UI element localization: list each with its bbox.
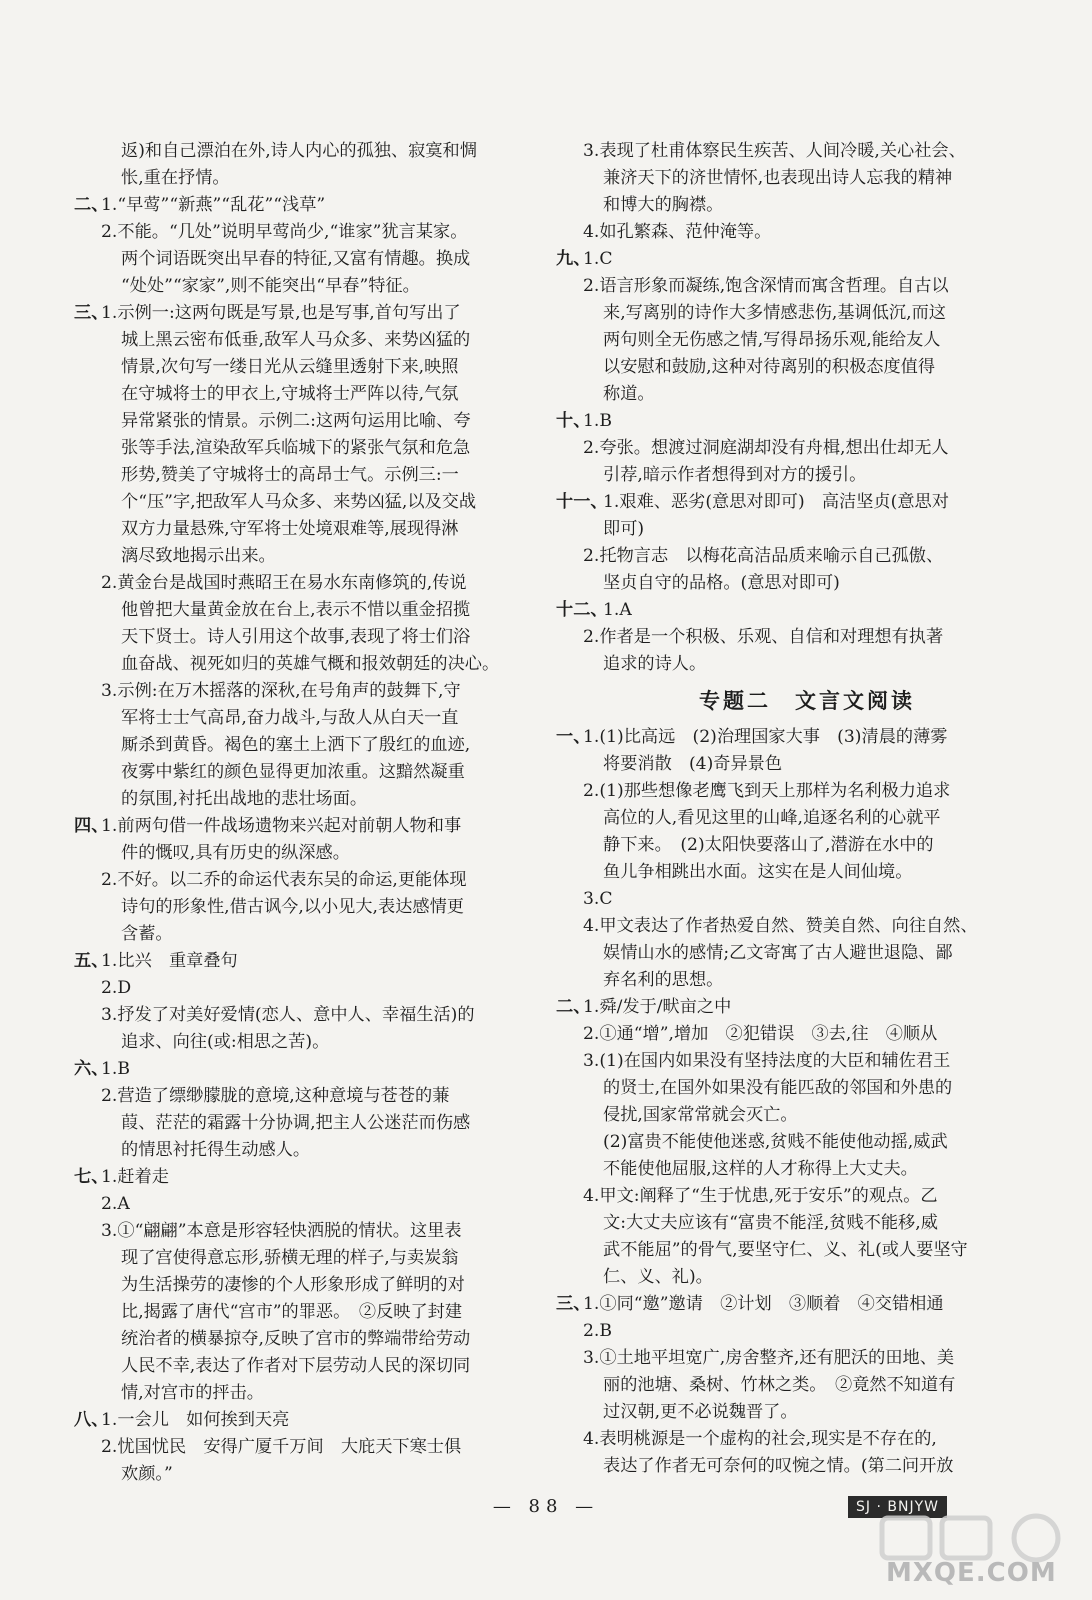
answer-line (74, 543, 540, 570)
answer-text: 文:大丈夫应该有“富贵不能淫,贫贱不能移,威 (603, 1213, 938, 1233)
answer-line (556, 967, 1018, 994)
answer-line (556, 1129, 1018, 1156)
question-number: 五、 (74, 951, 109, 971)
answer-line (74, 138, 540, 165)
answer-text: 4.甲文:阐释了“生于忧患,死于安乐”的观点。乙 (583, 1186, 938, 1206)
answer-text: 2.B (583, 1321, 613, 1341)
answer-line (74, 1272, 540, 1299)
answer-line (556, 832, 1018, 859)
answer-line (74, 867, 540, 894)
answer-text: 1.C (583, 249, 613, 269)
answer-line (556, 516, 1018, 543)
answer-text: 2.忧国忧民 安得广厦千万间 大庇天下寒士俱 (101, 1437, 462, 1457)
answer-text: 2.语言形象而凝练,饱含深情而寓含哲理。自古以 (583, 276, 949, 296)
answer-line (74, 732, 540, 759)
answer-text: 怅,重在抒情。 (121, 168, 230, 188)
answer-line (74, 1056, 540, 1083)
answer-line (74, 1407, 540, 1434)
answer-text: (2)富贵不能使他迷惑,贫贱不能使他动摇,威武 (603, 1132, 948, 1152)
answer-line (74, 1299, 540, 1326)
answer-text: 追求、向往(或:相思之苦)。 (121, 1032, 330, 1052)
answer-line (556, 327, 1018, 354)
answer-text: 在守城将士的甲衣上,守城将士严阵以待,气氛 (121, 384, 459, 404)
answer-text: 厮杀到黄昏。褐色的塞土上洒下了殷红的血迹, (121, 735, 471, 755)
answer-line (74, 1083, 540, 1110)
answer-text: 侵扰,国家常常就会灭亡。 (603, 1105, 798, 1125)
answer-line (556, 138, 1018, 165)
question-number: 六、 (74, 1059, 109, 1079)
answer-line (556, 1345, 1018, 1372)
answer-text: 形势,赞美了守城将士的高昂士气。示例三:一 (121, 465, 459, 485)
answer-text: 表达了作者无可奈何的叹惋之情。(第二问开放 (603, 1456, 954, 1476)
answer-line (556, 1156, 1018, 1183)
answer-line (74, 489, 540, 516)
answer-line (74, 651, 540, 678)
answer-line (74, 327, 540, 354)
answer-text: 武不能屈”的骨气,要坚守仁、义、礼(或人要坚守 (603, 1240, 968, 1260)
answer-line (556, 192, 1018, 219)
answer-line (556, 1453, 1018, 1480)
answer-line (74, 705, 540, 732)
answer-line (556, 913, 1018, 940)
answer-text: 不能使他屈服,这样的人才称得上大丈夫。 (603, 1159, 918, 1179)
answer-line (556, 165, 1018, 192)
answer-line (556, 435, 1018, 462)
answer-text: 2.A (101, 1194, 130, 1214)
answer-text: 他曾把大量黄金放在台上,表示不惜以重金招揽 (121, 600, 471, 620)
answer-text: 张等手法,渲染敌军兵临城下的紧张气氛和危急 (121, 438, 471, 458)
answer-text: 两个词语既突出早春的特征,又富有情趣。换成 (121, 249, 471, 269)
answer-line (74, 1218, 540, 1245)
answer-line (74, 1434, 540, 1461)
answer-line (74, 1326, 540, 1353)
answer-line (556, 570, 1018, 597)
answer-line (556, 1075, 1018, 1102)
answer-text: 3.(1)在国内如果没有坚持法度的大臣和辅佐君王 (583, 1051, 951, 1071)
answer-text: 2.D (101, 978, 132, 998)
answer-line (74, 1137, 540, 1164)
answer-line (556, 300, 1018, 327)
answer-text: 个“压”字,把敌军人马众多、来势凶猛,以及交战 (121, 492, 477, 512)
answer-text: 1.示例一:这两句既是写景,也是写事,首句写出了 (101, 303, 461, 323)
answer-line (556, 651, 1018, 678)
answer-text: 1.“早莺”“新燕”“乱花”“浅草” (101, 195, 326, 215)
answer-line (74, 894, 540, 921)
answer-text: 1.比兴 重章叠句 (101, 951, 238, 971)
question-number: 十一、 (556, 492, 608, 512)
answer-line (74, 219, 540, 246)
answer-text: 夜雾中紫红的颜色显得更加浓重。这黯然凝重 (121, 762, 465, 782)
answer-text: 含蓄。 (121, 924, 173, 944)
answer-line (74, 381, 540, 408)
question-number: 三、 (556, 1294, 591, 1314)
answer-line (556, 1399, 1018, 1426)
page-number: — 88 — (492, 1496, 600, 1517)
answer-text: 1.前两句借一件战场遗物来兴起对前朝人物和事 (101, 816, 462, 836)
answer-text: 1.B (583, 411, 613, 431)
answer-text: 诗句的形象性,借古讽今,以小见大,表达感情更 (121, 897, 464, 917)
answer-line (556, 354, 1018, 381)
answer-line (74, 1191, 540, 1218)
answer-line (74, 813, 540, 840)
answer-text: 血奋战、视死如归的英雄气概和报效朝廷的决心。 (121, 654, 500, 674)
answer-text: 1.A (603, 600, 632, 620)
answer-text: 1.①同“邀”邀请 ②计划 ③顺着 ④交错相通 (583, 1294, 944, 1314)
answer-text: 兼济天下的济世情怀,也表现出诗人忘我的精神 (603, 168, 953, 188)
answer-line (556, 940, 1018, 967)
answer-text: 3.C (583, 889, 613, 909)
question-number: 八、 (74, 1410, 109, 1430)
answer-line (74, 597, 540, 624)
answer-text: 娱情山水的感情;乙文寄寓了古人避世退隐、鄙 (603, 943, 953, 963)
answer-line (556, 381, 1018, 408)
answer-line (556, 1021, 1018, 1048)
answer-text: 3.①“翩翩”本意是形容轻快洒脱的情状。这里表 (101, 1221, 462, 1241)
answer-line (556, 1372, 1018, 1399)
answer-text: 两句则全无伤感之情,写得昂扬乐观,能给友人 (603, 330, 941, 350)
answer-text: 引荐,暗示作者想得到对方的援引。 (603, 465, 867, 485)
answer-line (74, 678, 540, 705)
answer-text: 2.夸张。想渡过洞庭湖却没有舟楫,想出仕却无人 (583, 438, 949, 458)
left-column (74, 138, 540, 1488)
answer-text: 人民不幸,表达了作者对下层劳动人民的深切同 (121, 1356, 471, 1376)
answer-line (74, 786, 540, 813)
answer-text: 坚贞自守的品格。(意思对即可) (603, 573, 840, 593)
answer-line (556, 1102, 1018, 1129)
answer-text: 的情思衬托得生动感人。 (121, 1140, 311, 1160)
question-number: 七、 (74, 1167, 109, 1187)
answer-text: 1.一会儿 如何挨到天亮 (101, 1410, 290, 1430)
answer-line (556, 408, 1018, 435)
section-heading: 专题二 文言文阅读 (699, 688, 915, 713)
answer-text: 2.作者是一个积极、乐观、自信和对理想有执著 (583, 627, 944, 647)
answer-text: 3.①土地平坦宽广,房舍整齐,还有肥沃的田地、美 (583, 1348, 955, 1368)
question-number: 四、 (74, 816, 109, 836)
answer-line (74, 570, 540, 597)
answer-line (556, 1183, 1018, 1210)
answer-line (74, 273, 540, 300)
answer-line (556, 994, 1018, 1021)
answer-text: 称道。 (603, 384, 655, 404)
answer-line (556, 489, 1018, 516)
answer-line (74, 1110, 540, 1137)
answer-line (556, 1426, 1018, 1453)
answer-text: 统治者的横暴掠夺,反映了宫市的弊端带给劳动 (121, 1329, 471, 1349)
answer-text: 2.①通“增”,增加 ②犯错误 ③去,往 ④顺从 (583, 1024, 938, 1044)
answer-text: 城上黑云密布低垂,敌军人马众多、来势凶猛的 (121, 330, 471, 350)
answer-text: 1.赶着走 (101, 1167, 169, 1187)
answer-line (556, 778, 1018, 805)
answer-text: 丽的池塘、桑树、竹林之类。 ②竟然不知道有 (603, 1375, 956, 1395)
answer-text: 葭、茫茫的霜露十分协调,把主人公迷茫而伤感 (121, 1113, 471, 1133)
answer-text: 2.(1)那些想像老鹰飞到天上那样为名利极力追求 (583, 781, 951, 801)
answer-line (74, 246, 540, 273)
answer-text: 漓尽致地揭示出来。 (121, 546, 276, 566)
answer-line (74, 192, 540, 219)
question-number: 三、 (74, 303, 109, 323)
answer-text: 将要消散 (4)奇异景色 (603, 754, 783, 774)
answer-text: 仁、义、礼)。 (603, 1267, 713, 1287)
answer-line (74, 1380, 540, 1407)
answer-line (74, 1245, 540, 1272)
answer-text: 异常紧张的情景。示例二:这两句运用比喻、夸 (121, 411, 471, 431)
answer-line (556, 1237, 1018, 1264)
answer-line (74, 408, 540, 435)
answer-text: 4.表明桃源是一个虚构的社会,现实是不存在的, (583, 1429, 937, 1449)
answer-text: 1.(1)比高远 (2)治理国家大事 (3)清晨的薄雾 (583, 727, 948, 747)
answer-text: 件的慨叹,具有历史的纵深感。 (121, 843, 350, 863)
answer-text: 比,揭露了唐代“宫市”的罪恶。 ②反映了封建 (121, 1302, 463, 1322)
answer-line (74, 948, 540, 975)
answer-line (556, 805, 1018, 832)
answer-line (556, 886, 1018, 913)
answer-text: 1.舜/发于/畎亩之中 (583, 997, 732, 1017)
question-number: 二、 (74, 195, 109, 215)
answer-text: 2.不能。“几处”说明早莺尚少,“谁家”犹言某家。 (101, 222, 468, 242)
answer-line (74, 435, 540, 462)
answer-line (74, 1353, 540, 1380)
answer-text: 为生活操劳的凄惨的个人形象形成了鲜明的对 (121, 1275, 465, 1295)
answer-line (556, 859, 1018, 886)
answer-text: 的氛围,衬托出战地的悲壮场面。 (121, 789, 368, 809)
answer-line (556, 1318, 1018, 1345)
answer-text: 以安慰和鼓励,这种对待离别的积极态度值得 (603, 357, 936, 377)
answer-line (556, 1291, 1018, 1318)
answer-line (74, 516, 540, 543)
answer-text: 4.如孔繁森、范仲淹等。 (583, 222, 772, 242)
answer-text: 追求的诗人。 (603, 654, 707, 674)
answer-text: 过汉朝,更不必说魏晋了。 (603, 1402, 798, 1422)
answer-line (556, 597, 1018, 624)
answer-text: 和博大的胸襟。 (603, 195, 724, 215)
answer-text: 来,写离别的诗作大多情感悲伤,基调低沉,而这 (603, 303, 946, 323)
answer-text: 静下来。 (2)太阳快要落山了,潜游在水中的 (603, 835, 934, 855)
answer-text: 2.不好。以二乔的命运代表东吴的命运,更能体现 (101, 870, 467, 890)
answer-line (74, 840, 540, 867)
answer-line (74, 1461, 540, 1488)
question-number: 十、 (556, 411, 591, 431)
answer-text: 即可) (603, 519, 645, 539)
answer-line (74, 354, 540, 381)
answer-text: 军将士士气高昂,奋力战斗,与敌人从白天一直 (121, 708, 459, 728)
answer-text: 的贤士,在国外如果没有能匹敌的邻国和外患的 (603, 1078, 953, 1098)
answer-text: 返)和自己漂泊在外,诗人内心的孤独、寂寞和惆 (121, 141, 477, 161)
answer-text: 弃名利的思想。 (603, 970, 724, 990)
answer-line (556, 1264, 1018, 1291)
series-code: SJ · BNJYW (848, 1496, 947, 1518)
answer-line (74, 759, 540, 786)
question-number: 十二、 (556, 600, 608, 620)
answer-line (556, 462, 1018, 489)
answer-text: 2.黄金台是战国时燕昭王在易水东南修筑的,传说 (101, 573, 467, 593)
answer-line (556, 1048, 1018, 1075)
answer-text: 天下贤士。诗人引用这个故事,表现了将士们浴 (121, 627, 471, 647)
question-number: 一、 (556, 727, 591, 747)
answer-line (556, 543, 1018, 570)
answer-text: 情景,次句写一缕日光从云缝里透射下来,映照 (121, 357, 459, 377)
answer-line (74, 624, 540, 651)
answer-text: 3.抒发了对美好爱情(恋人、意中人、幸福生活)的 (101, 1005, 475, 1025)
answer-line (74, 300, 540, 327)
answer-text: 鱼儿争相跳出水面。这实在是人间仙境。 (603, 862, 913, 882)
answer-line (556, 219, 1018, 246)
answer-line (556, 1210, 1018, 1237)
watermark-text: MXQE.COM (886, 1558, 1057, 1588)
question-number: 二、 (556, 997, 591, 1017)
answer-line (74, 165, 540, 192)
answer-text: 高位的人,看见这里的山峰,追逐名利的心就平 (603, 808, 941, 828)
answer-text: 3.表现了杜甫体察民生疾苦、人间冷暖,关心社会、 (583, 141, 966, 161)
answer-line (74, 1164, 540, 1191)
answer-text: 欢颜。” (121, 1464, 173, 1484)
answer-line (74, 1002, 540, 1029)
answer-text: 3.示例:在万木摇落的深秋,在号角声的鼓舞下,守 (101, 681, 461, 701)
answer-line (556, 724, 1018, 751)
answer-line (556, 246, 1018, 273)
answer-line (74, 462, 540, 489)
answer-text: 现了宫使得意忘形,骄横无理的样子,与卖炭翁 (121, 1248, 459, 1268)
answer-line (556, 273, 1018, 300)
right-column (556, 138, 1018, 1480)
answer-line (556, 624, 1018, 651)
question-number: 九、 (556, 249, 591, 269)
answer-text: “处处”“家家”,则不能突出“早春”特征。 (121, 276, 420, 296)
answer-text: 双方力量悬殊,守军将士处境艰难等,展现得淋 (121, 519, 459, 539)
answer-text: 情,对宫市的抨击。 (121, 1383, 264, 1403)
answer-line (74, 921, 540, 948)
answer-line (74, 1029, 540, 1056)
answer-line (74, 975, 540, 1002)
answer-text: 4.甲文表达了作者热爱自然、赞美自然、向往自然、 (583, 916, 978, 936)
answer-text: 2.托物言志 以梅花高洁品质来喻示自己孤傲、 (583, 546, 944, 566)
answer-text: 1.艰难、恶劣(意思对即可) 高洁坚贞(意思对 (603, 492, 949, 512)
answer-text: 2.营造了缥缈朦胧的意境,这种意境与苍苍的蒹 (101, 1086, 450, 1106)
answer-line (556, 751, 1018, 778)
answer-text: 1.B (101, 1059, 131, 1079)
